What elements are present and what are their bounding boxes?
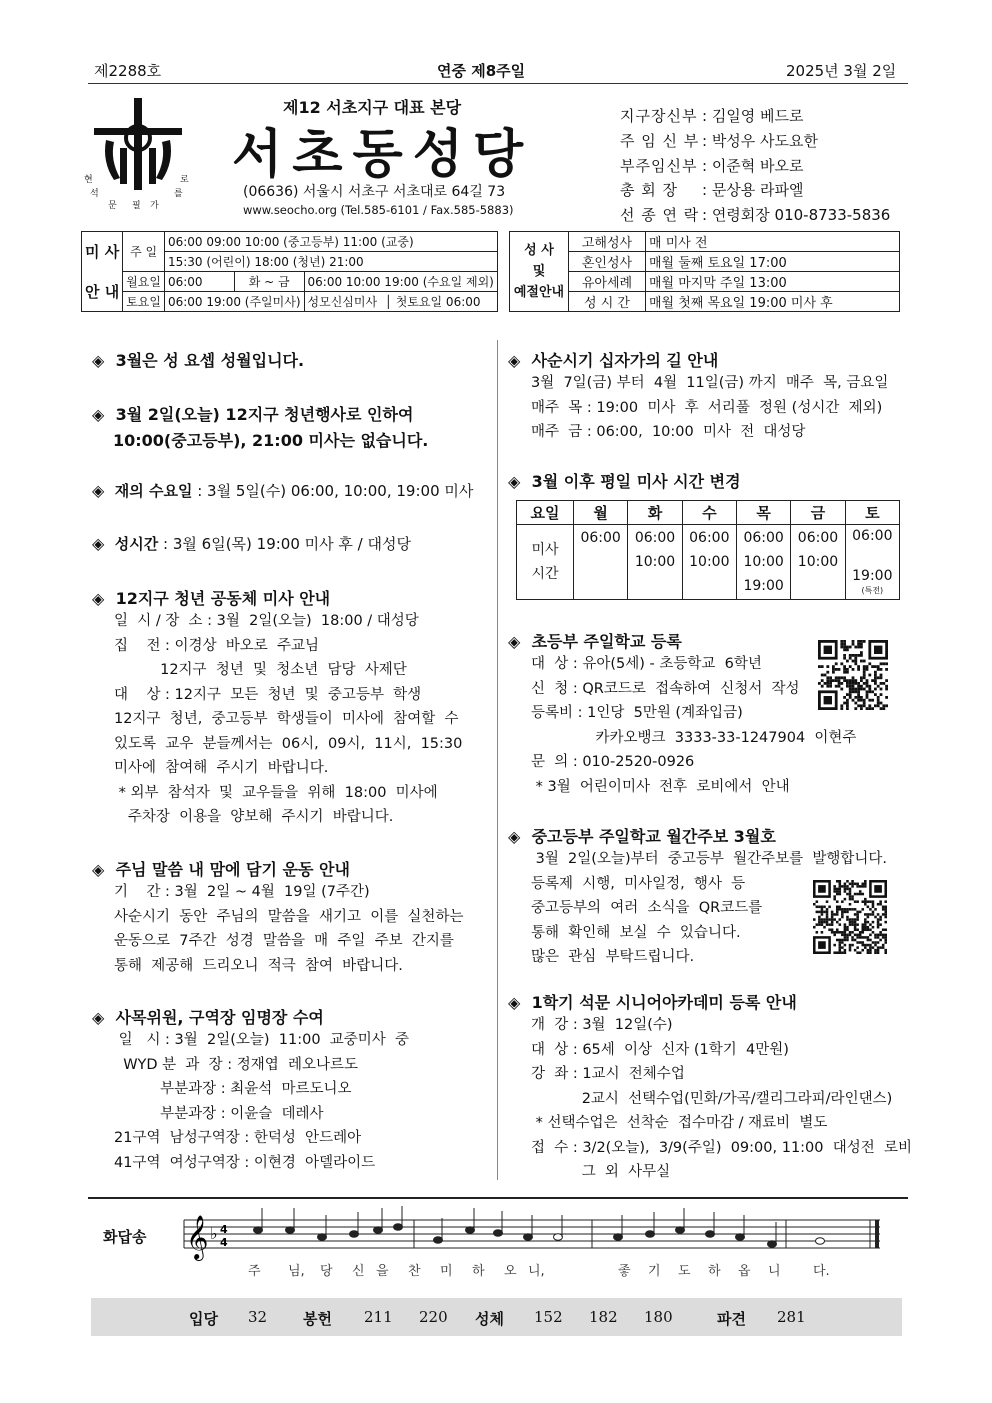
sacrament-name: 고해성사 — [569, 232, 646, 252]
music-note — [816, 1238, 825, 1245]
section-weekday-mass: ◈ 3월 이후 평일 미사 시간 변경 — [508, 472, 741, 491]
psalm-label: 화답송 — [103, 1228, 147, 1246]
table-header: 월 — [574, 501, 628, 525]
parish-logo — [84, 98, 189, 211]
psalm-lyrics — [248, 1260, 848, 1280]
staff-row: 총 회 장 : 문상용 라파엘 — [620, 181, 804, 199]
music-note — [434, 1237, 443, 1244]
parish-address: (06636) 서울시 서초구 서초대로 64길 73 — [243, 184, 506, 200]
section-youth-bulletin: ◈ 중고등부 주일학교 월간주보 3월호 — [508, 827, 776, 846]
communion-number: 152 — [534, 1308, 563, 1326]
parish-web: www.seocho.org (Tel.585-6101 / Fax.585-5883) — [243, 203, 514, 217]
lyric-syllable: 신 — [352, 1264, 365, 1279]
section-word-campaign: ◈ 주님 말씀 내 맘에 담기 운동 안내 — [92, 860, 350, 879]
stations-cross-body: 3월 7일(금) 부터 4월 11일(금) 까지 매주 목, 금요일 매주 목 : 19:00 미사 후 서리풀 정원 (성시간 제외) 매주 금 : 06:00, 10:00 미사 전 대성당 — [531, 375, 889, 440]
offertory-label: 봉헌 — [303, 1310, 332, 1328]
sacrament-value: 매월 마지막 주일 13:00 — [646, 272, 900, 292]
music-note — [646, 1231, 655, 1238]
psalm-rule — [88, 1197, 908, 1199]
tuefri-times: 06:00 10:00 19:00 (수요일 제외) — [304, 272, 497, 292]
diamond-bullet-icon: ◈ — [92, 589, 105, 608]
music-note — [494, 1230, 503, 1237]
weekday-mass-table — [516, 500, 900, 600]
table-cell: 06:00 10:00 19:00 — [736, 525, 790, 600]
sacrament-value: 매월 둘째 토요일 17:00 — [646, 252, 900, 272]
sacrament-value: 매월 첫째 목요일 19:00 미사 후 — [646, 292, 900, 312]
lyric-syllable: 오 — [504, 1264, 517, 1279]
staff-row: 선 종 연 락 : 연령회장 010-8733-5836 — [620, 206, 891, 224]
logo-char: 가 — [150, 201, 159, 211]
table-header: 화 — [628, 501, 682, 525]
table-cell: 06:00 19:00 (특전) — [845, 525, 899, 600]
notice-youth-event-2: 10:00(중고등부), 21:00 미사는 없습니다. — [113, 431, 429, 450]
music-note — [286, 1227, 295, 1234]
monday-label: 월요일 — [123, 272, 165, 292]
recessional-number: 281 — [777, 1308, 806, 1326]
mass-guide-label: 미 사 — [82, 232, 123, 272]
logo-char: 필 — [132, 201, 141, 211]
lyric-syllable: 당 — [320, 1264, 333, 1279]
psalm-staff — [180, 1206, 882, 1266]
table-header: 금 — [791, 501, 845, 525]
music-note — [466, 1227, 475, 1234]
diamond-bullet-icon: ◈ — [508, 993, 521, 1012]
music-note — [374, 1227, 383, 1234]
cross-logo-icon — [92, 98, 184, 210]
lyric-syllable: 기 — [648, 1264, 661, 1279]
logo-char: 로 — [180, 175, 189, 185]
header-rule — [88, 83, 908, 84]
saturday-times: 06:00 19:00 (주일미사) — [164, 292, 304, 312]
qr-code-icon — [813, 880, 887, 954]
mass-guide-label-2: 안 내 — [82, 272, 123, 312]
sacrament-name: 혼인성사 — [569, 252, 646, 272]
lyric-syllable: 옵 — [738, 1264, 751, 1279]
issue-number: 제2288호 — [94, 62, 162, 80]
logo-char: 를 — [174, 189, 183, 199]
table-header: 토 — [845, 501, 899, 525]
qr-code-icon[interactable] — [818, 640, 888, 710]
diamond-bullet-icon: ◈ — [92, 351, 105, 370]
diamond-bullet-icon: ◈ — [92, 1008, 105, 1027]
offertory-number: 220 — [419, 1308, 448, 1326]
sacrament-table — [509, 231, 900, 312]
communion-number: 182 — [589, 1308, 618, 1326]
table-cell: 06:00 — [574, 525, 628, 600]
appointments-body: 일 시 : 3월 2일(오늘) 11:00 교중미사 중 WYD 분 과 장 : 정재엽 레오나르도 부분과장 : 최윤석 마르도니오 부분과장 : 이윤슬 데레사 21구역 남성구역장 : 한덕성 안드레아 41구역 여성구역장 : 이현경 아델라이드 — [114, 1032, 410, 1171]
notice-st-joseph: ◈ 3월은 성 요셉 성월입니다. — [92, 351, 305, 370]
music-note — [614, 1234, 623, 1241]
sacrament-name: 성 시 간 — [569, 292, 646, 312]
saturday-extra: 성모신심미사 │ 첫토요일 06:00 — [304, 292, 497, 312]
entrance-label: 입당 — [189, 1310, 218, 1328]
column-divider — [497, 340, 498, 1180]
table-header: 요일 — [517, 501, 574, 525]
lyric-syllable: 하 — [708, 1264, 721, 1279]
lyric-syllable: 주 — [248, 1264, 261, 1279]
youth-mass-body: 일 시 / 장 소 : 3월 2일(오늘) 18:00 / 대성당 집 전 : 이경상 바오로 주교님 12지구 청년 및 청소년 담당 사제단 대 상 : 12지구 모든 청년 및 중고등부 학생 12지구 청년, 중고등부 학생들이 미사에 참여할 수 있도록 교우 분들께서는 06시, 09시, 11시, 15:30 미사에 참여해 주시기 바랍니다. * 외부 참석자 및 교우들을 위해 18:00 미사에 주차장 이용을 양보해 주시기 바랍니다. — [114, 613, 463, 825]
music-note — [736, 1234, 745, 1241]
diamond-bullet-icon: ◈ — [92, 534, 105, 553]
diamond-bullet-icon: ◈ — [508, 351, 521, 370]
section-appointments: ◈ 사목위원, 구역장 임명장 수여 — [92, 1008, 324, 1027]
issue-date: 2025년 3월 2일 — [786, 62, 897, 80]
svg-text:4: 4 — [220, 1236, 228, 1249]
lyric-syllable: 님, — [288, 1264, 305, 1279]
lyric-syllable: 미 — [440, 1264, 453, 1279]
music-note — [394, 1224, 403, 1231]
music-note — [554, 1234, 563, 1241]
sacrament-label: 성 사 및 예절안내 — [510, 232, 569, 312]
monday-times: 06:00 — [164, 272, 234, 292]
mass-guide-table — [81, 231, 498, 312]
music-note — [706, 1231, 715, 1238]
notice-youth-event: ◈ 3월 2일(오늘) 12지구 청년행사로 인하여 — [92, 405, 414, 424]
diamond-bullet-icon: ◈ — [508, 827, 521, 846]
parish-subtitle: 제12 서초지구 대표 본당 — [283, 98, 462, 117]
diamond-bullet-icon: ◈ — [92, 405, 105, 424]
table-cell: 06:00 10:00 — [628, 525, 682, 600]
sacrament-name: 유아세례 — [569, 272, 646, 292]
staff-row: 주 임 신 부 : 박성우 사도요한 — [620, 132, 819, 150]
word-campaign-body: 기 간 : 3월 2일 ~ 4월 19일 (7주간) 사순시기 동안 주님의 말씀을 새기고 이를 실천하는 운동으로 7주간 성경 말씀을 매 주일 주보 간지를 통해 제공해 드리오니 적극 참여 바랍니다. — [114, 884, 464, 974]
diamond-bullet-icon: ◈ — [92, 860, 105, 879]
communion-number: 180 — [644, 1308, 673, 1326]
lyric-syllable: 좋 — [618, 1264, 631, 1279]
sunday-times-2: 15:30 (어린이) 18:00 (청년) 21:00 — [164, 252, 497, 272]
lyric-syllable: 찬 — [408, 1264, 421, 1279]
section-senior-academy: ◈ 1학기 석문 시니어아카데미 등록 안내 — [508, 993, 797, 1012]
lyric-syllable: 을 — [376, 1264, 389, 1279]
section-elementary-school: ◈ 초등부 주일학교 등록 — [508, 632, 682, 651]
svg-text:4: 4 — [220, 1223, 228, 1236]
qr-code-icon — [818, 640, 888, 710]
sunday-times-1: 06:00 09:00 10:00 (중고등부) 11:00 (교중) — [164, 232, 497, 252]
lyric-syllable: 니, — [528, 1264, 545, 1279]
table-row-label: 미사 시간 — [517, 525, 574, 600]
table-header: 수 — [682, 501, 736, 525]
staff-row: 지구장신부 : 김일영 베드로 — [620, 107, 804, 125]
diamond-bullet-icon: ◈ — [92, 481, 105, 500]
svg-text:𝄞: 𝄞 — [186, 1215, 209, 1259]
table-cell: 06:00 10:00 — [791, 525, 845, 600]
entrance-number: 32 — [248, 1308, 268, 1326]
tuefri-label: 화 ~ 금 — [234, 272, 304, 292]
youth-bulletin-body: 3월 2일(오늘)부터 중고등부 월간주보를 발행합니다. 등록제 시행, 미사일정, 행사 등 중고등부의 여러 소식을 QR코드를 통해 확인해 보실 수 있습니다. 많은 관심 부탁드립니다. — [531, 851, 887, 965]
communion-label: 성체 — [475, 1310, 504, 1328]
liturgical-week: 연중 제8주일 — [437, 62, 526, 80]
logo-char: 석 — [90, 189, 99, 199]
qr-code-icon[interactable] — [813, 880, 887, 954]
lyric-syllable: 니 — [768, 1264, 781, 1279]
svg-text:♭: ♭ — [210, 1224, 218, 1243]
logo-char: 현 — [84, 175, 93, 185]
music-note — [524, 1234, 533, 1241]
elementary-school-body: 대 상 : 유아(5세) - 초등학교 6학년 신 청 : QR코드로 접속하여 신청서 작성 등록비 : 1인당 5만원 (계좌입금) 카카오뱅크 3333-33-1247904 이현주 문 의 : 010-2520-0926 * 3월 어린이미사 전후 로비에서 안내 — [531, 656, 857, 795]
recessional-label: 파견 — [717, 1310, 746, 1328]
music-note — [350, 1231, 359, 1238]
music-note — [676, 1227, 685, 1234]
saturday-label: 토요일 — [123, 292, 165, 312]
music-note — [254, 1227, 263, 1234]
notice-ash-wednesday: ◈ 재의 수요일 : 3월 5일(수) 06:00, 10:00, 19:00 미사 — [92, 481, 474, 500]
music-note — [768, 1241, 777, 1248]
table-header: 목 — [736, 501, 790, 525]
diamond-bullet-icon: ◈ — [508, 632, 521, 651]
diamond-bullet-icon: ◈ — [508, 472, 521, 491]
sunday-label: 주 일 — [123, 232, 165, 272]
lyric-syllable: 다. — [813, 1264, 830, 1279]
lyric-syllable: 하 — [472, 1264, 485, 1279]
music-note — [318, 1234, 327, 1241]
staff-row: 부주임신부 : 이준혁 바오로 — [620, 157, 804, 175]
hymn-numbers-bar — [91, 1298, 902, 1336]
table-cell: 06:00 10:00 — [682, 525, 736, 600]
section-stations-cross: ◈ 사순시기 십자가의 길 안내 — [508, 351, 719, 370]
logo-char: 문 — [108, 201, 117, 211]
parish-title: 서초동성당 — [232, 125, 534, 185]
section-youth-mass: ◈ 12지구 청년 공동체 미사 안내 — [92, 589, 331, 608]
offertory-number: 211 — [364, 1308, 393, 1326]
lyric-syllable: 도 — [678, 1264, 691, 1279]
notice-holy-hour: ◈ 성시간 : 3월 6일(목) 19:00 미사 후 / 대성당 — [92, 534, 411, 553]
sacrament-value: 매 미사 전 — [646, 232, 900, 252]
senior-academy-body: 개 강 : 3월 12일(수) 대 상 : 65세 이상 신자 (1학기 4만원) 강 좌 : 1교시 전체수업 2교시 선택수업(민화/가곡/캘리그라피/라인댄스) * 선택수업은 선착순 접수마감 / 재료비 별도 접 수 : 3/2(오늘), 3/9(주일) 09:00, 11:00 대성전 로비 그 외 사무실 — [531, 1017, 912, 1180]
